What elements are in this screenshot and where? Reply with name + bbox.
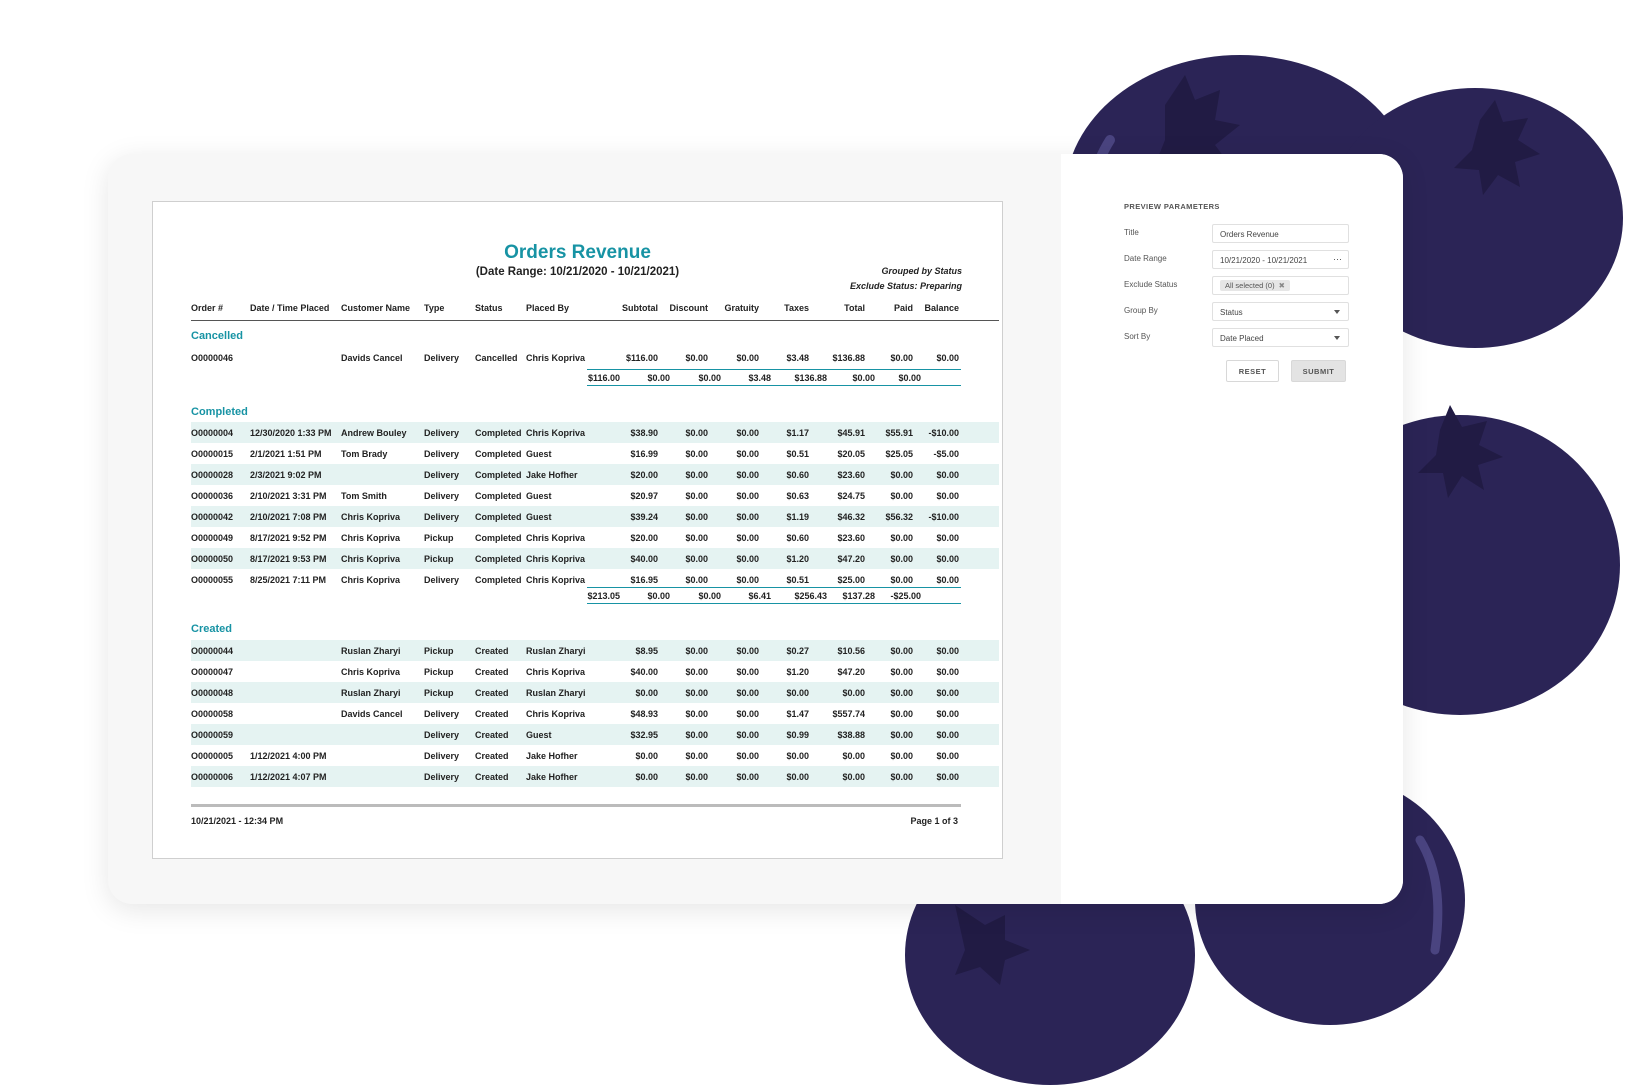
group-totals-completed: [587, 587, 961, 604]
cell-customer: Tom Brady: [341, 449, 388, 459]
cell-type: Delivery: [424, 449, 460, 459]
param-group-by-value: Status: [1220, 308, 1243, 317]
param-sort-by-select[interactable]: [1212, 328, 1349, 347]
cell-status: Created: [475, 646, 509, 656]
cell-placed-by: Chris Kopriva: [526, 554, 586, 564]
cell-gratuity: $0.00: [736, 491, 759, 501]
cell-subtotal: $20.00: [630, 470, 658, 480]
total-paid: $0.00: [852, 373, 875, 383]
cell-date: 8/17/2021 9:52 PM: [250, 533, 327, 543]
total-subtotal: $116.00: [587, 373, 620, 383]
col-header-customer: Customer Name: [341, 303, 411, 313]
cell-order: O0000048: [191, 688, 234, 698]
cell-paid: $0.00: [890, 772, 913, 782]
cell-balance: $0.00: [936, 554, 959, 564]
cell-status: Created: [475, 730, 509, 740]
cell-taxes: $0.00: [786, 772, 809, 782]
cell-date: 2/10/2021 7:08 PM: [250, 512, 327, 522]
cell-taxes: $0.60: [786, 470, 809, 480]
table-row: [191, 745, 999, 766]
cell-paid: $25.05: [885, 449, 913, 459]
cell-paid: $0.00: [890, 533, 913, 543]
cell-discount: $0.00: [685, 470, 708, 480]
cell-total: $38.88: [837, 730, 865, 740]
cell-total: $46.32: [837, 512, 865, 522]
cell-order: O0000028: [191, 470, 234, 480]
cell-status: Created: [475, 772, 509, 782]
cell-discount: $0.00: [685, 772, 708, 782]
cell-order: O0000059: [191, 730, 234, 740]
cell-order: O0000049: [191, 533, 234, 543]
cell-paid: $0.00: [890, 646, 913, 656]
table-row: [191, 724, 999, 745]
cell-status: Completed: [475, 491, 522, 501]
table-row: [191, 661, 999, 682]
cell-placed-by: Chris Kopriva: [526, 353, 586, 363]
cell-paid: $0.00: [890, 751, 913, 761]
report-footer-page: Page 1 of 3: [910, 816, 958, 826]
param-title-row: [1124, 224, 1364, 244]
cell-type: Delivery: [424, 512, 460, 522]
cell-status: Completed: [475, 470, 522, 480]
col-header-date: Date / Time Placed: [250, 303, 330, 313]
cell-balance: $0.00: [936, 646, 959, 656]
cell-taxes: $0.27: [786, 646, 809, 656]
total-total: $256.43: [794, 591, 827, 601]
cell-placed-by: Jake Hofher: [526, 751, 578, 761]
cell-order: O0000036: [191, 491, 234, 501]
cell-taxes: $0.00: [786, 751, 809, 761]
table-row: [191, 766, 999, 787]
cell-type: Delivery: [424, 772, 460, 782]
param-date-range-input[interactable]: [1212, 250, 1349, 269]
cell-subtotal: $48.93: [630, 709, 658, 719]
cell-order: O0000047: [191, 667, 234, 677]
reset-button[interactable]: RESET: [1226, 360, 1279, 382]
cell-status: Completed: [475, 533, 522, 543]
total-subtotal: $213.05: [587, 591, 620, 601]
cell-paid: $0.00: [890, 470, 913, 480]
cell-status: Completed: [475, 575, 522, 585]
cell-placed-by: Jake Hofher: [526, 772, 578, 782]
cell-subtotal: $0.00: [635, 772, 658, 782]
cell-taxes: $0.60: [786, 533, 809, 543]
cell-placed-by: Guest: [526, 491, 552, 501]
group-title-cancelled: Cancelled: [191, 330, 243, 342]
cell-date: 2/1/2021 1:51 PM: [250, 449, 322, 459]
cell-discount: $0.00: [685, 353, 708, 363]
cell-gratuity: $0.00: [736, 772, 759, 782]
cell-type: Delivery: [424, 575, 460, 585]
cell-order: O0000055: [191, 575, 234, 585]
param-title-value: Orders Revenue: [1220, 230, 1279, 239]
cell-gratuity: $0.00: [736, 470, 759, 480]
cell-gratuity: $0.00: [736, 512, 759, 522]
cell-status: Created: [475, 667, 509, 677]
report-page: [152, 201, 1003, 859]
cell-order: O0000058: [191, 709, 234, 719]
cell-total: $45.91: [837, 428, 865, 438]
cell-placed-by: Guest: [526, 449, 552, 459]
cell-balance: $0.00: [936, 667, 959, 677]
total-gratuity: $0.00: [698, 591, 721, 601]
group-title-created: Created: [191, 623, 232, 635]
total-balance: -$25.00: [890, 591, 921, 601]
cell-status: Cancelled: [475, 353, 518, 363]
cell-discount: $0.00: [685, 449, 708, 459]
cell-subtotal: $116.00: [625, 353, 658, 363]
cell-balance: $0.00: [936, 491, 959, 501]
total-discount: $0.00: [647, 591, 670, 601]
group-title-completed: Completed: [191, 406, 248, 418]
exclude-status-chip[interactable]: [1220, 280, 1290, 291]
report-footer-divider: [191, 804, 961, 807]
cell-taxes: $0.51: [786, 449, 809, 459]
cell-type: Pickup: [424, 688, 454, 698]
cell-discount: $0.00: [685, 730, 708, 740]
report-preview-card: [108, 154, 1403, 904]
cell-gratuity: $0.00: [736, 751, 759, 761]
cell-balance: $0.00: [936, 688, 959, 698]
close-icon[interactable]: ✖: [1278, 281, 1285, 290]
param-title-label: Title: [1124, 228, 1139, 237]
cell-type: Delivery: [424, 470, 460, 480]
cell-customer: Chris Kopriva: [341, 554, 401, 564]
cell-customer: Ruslan Zharyi: [341, 646, 401, 656]
param-date-range-label: Date Range: [1124, 254, 1167, 263]
cell-status: Created: [475, 709, 509, 719]
cell-type: Delivery: [424, 353, 460, 363]
table-row: [191, 682, 999, 703]
param-exclude-status-input[interactable]: [1212, 276, 1349, 295]
cell-placed-by: Chris Kopriva: [526, 533, 586, 543]
group-totals-cancelled: [587, 369, 961, 386]
cell-placed-by: Chris Kopriva: [526, 667, 586, 677]
group-rows-created: [191, 640, 999, 787]
param-date-range-value: 10/21/2020 - 10/21/2021: [1220, 256, 1308, 265]
preview-parameters-heading: PREVIEW PARAMETERS: [1124, 202, 1220, 211]
cell-taxes: $1.19: [786, 512, 809, 522]
cell-gratuity: $0.00: [736, 449, 759, 459]
exclude-status-chip-label: All selected (0): [1225, 281, 1275, 290]
chevron-down-icon: [1334, 310, 1340, 314]
cell-balance: $0.00: [936, 470, 959, 480]
cell-taxes: $0.00: [786, 688, 809, 698]
cell-discount: $0.00: [685, 688, 708, 698]
submit-button[interactable]: SUBMIT: [1291, 360, 1346, 382]
cell-discount: $0.00: [685, 533, 708, 543]
param-group-by-row: [1124, 302, 1364, 322]
cell-status: Completed: [475, 512, 522, 522]
cell-total: $136.88: [832, 353, 865, 363]
cell-total: $0.00: [842, 688, 865, 698]
cell-subtotal: $16.95: [630, 575, 658, 585]
table-row: [191, 347, 999, 368]
col-header-total: Total: [844, 303, 865, 313]
cell-type: Pickup: [424, 554, 454, 564]
cell-date: 8/17/2021 9:53 PM: [250, 554, 327, 564]
cell-type: Delivery: [424, 709, 460, 719]
table-row: [191, 506, 999, 527]
table-row: [191, 485, 999, 506]
total-balance: $0.00: [898, 373, 921, 383]
cell-balance: $0.00: [936, 751, 959, 761]
param-exclude-status-row: [1124, 276, 1364, 296]
cell-status: Completed: [475, 554, 522, 564]
col-header-discount: Discount: [669, 303, 708, 313]
cell-discount: $0.00: [685, 575, 708, 585]
cell-discount: $0.00: [685, 646, 708, 656]
cell-gratuity: $0.00: [736, 646, 759, 656]
cell-gratuity: $0.00: [736, 688, 759, 698]
cell-subtotal: $38.90: [630, 428, 658, 438]
cell-order: O0000044: [191, 646, 234, 656]
param-sort-by-value: Date Placed: [1220, 334, 1264, 343]
total-taxes: $6.41: [748, 591, 771, 601]
cell-customer: Chris Kopriva: [341, 533, 401, 543]
cell-subtotal: $0.00: [635, 751, 658, 761]
cell-total: $10.56: [837, 646, 865, 656]
cell-status: Completed: [475, 449, 522, 459]
cell-customer: Davids Cancel: [341, 709, 403, 719]
cell-type: Delivery: [424, 730, 460, 740]
cell-paid: $0.00: [890, 491, 913, 501]
cell-discount: $0.00: [685, 491, 708, 501]
cell-total: $25.00: [837, 575, 865, 585]
total-total: $136.88: [794, 373, 827, 383]
cell-balance: -$10.00: [928, 428, 959, 438]
group-rows-cancelled: [191, 347, 999, 368]
cell-total: $0.00: [842, 772, 865, 782]
cell-placed-by: Guest: [526, 730, 552, 740]
cell-paid: $0.00: [890, 709, 913, 719]
cell-balance: $0.00: [936, 575, 959, 585]
cell-placed-by: Ruslan Zharyi: [526, 646, 586, 656]
ellipsis-icon[interactable]: ⋯: [1333, 254, 1342, 264]
cell-balance: $0.00: [936, 353, 959, 363]
cell-gratuity: $0.00: [736, 533, 759, 543]
cell-taxes: $1.20: [786, 554, 809, 564]
col-header-paid: Paid: [893, 303, 913, 313]
col-header-balance: Balance: [924, 303, 959, 313]
cell-subtotal: $16.99: [630, 449, 658, 459]
preview-parameters-panel: [1061, 154, 1403, 904]
cell-placed-by: Ruslan Zharyi: [526, 688, 586, 698]
cell-balance: -$10.00: [928, 512, 959, 522]
exclude-status-note: Exclude Status: Preparing: [849, 281, 962, 291]
cell-balance: $0.00: [936, 730, 959, 740]
cell-total: $0.00: [842, 751, 865, 761]
cell-balance: -$5.00: [933, 449, 959, 459]
cell-taxes: $3.48: [786, 353, 809, 363]
cell-customer: Andrew Bouley: [341, 428, 407, 438]
cell-date: 1/12/2021 4:00 PM: [250, 751, 327, 761]
cell-type: Delivery: [424, 491, 460, 501]
cell-gratuity: $0.00: [736, 575, 759, 585]
cell-order: O0000004: [191, 428, 234, 438]
cell-date: 2/3/2021 9:02 PM: [250, 470, 322, 480]
cell-subtotal: $0.00: [635, 688, 658, 698]
cell-placed-by: Jake Hofher: [526, 470, 578, 480]
col-header-type: Type: [424, 303, 445, 313]
cell-subtotal: $20.00: [630, 533, 658, 543]
cell-customer: Chris Kopriva: [341, 575, 401, 585]
col-header-taxes: Taxes: [784, 303, 809, 313]
cell-balance: $0.00: [936, 772, 959, 782]
cell-total: $47.20: [837, 554, 865, 564]
table-row: [191, 527, 999, 548]
cell-total: $557.74: [832, 709, 865, 719]
cell-discount: $0.00: [685, 751, 708, 761]
cell-taxes: $1.47: [786, 709, 809, 719]
table-row: [191, 464, 999, 485]
total-taxes: $3.48: [748, 373, 771, 383]
cell-date: 1/12/2021 4:07 PM: [250, 772, 327, 782]
cell-paid: $0.00: [890, 730, 913, 740]
total-gratuity: $0.00: [698, 373, 721, 383]
cell-placed-by: Chris Kopriva: [526, 575, 586, 585]
cell-status: Created: [475, 751, 509, 761]
param-sort-by-label: Sort By: [1124, 332, 1151, 341]
cell-subtotal: $8.95: [635, 646, 658, 656]
cell-customer: Davids Cancel: [341, 353, 403, 363]
group-rows-completed: [191, 422, 999, 590]
grouped-by-note: Grouped by Status: [881, 266, 962, 276]
cell-taxes: $0.63: [786, 491, 809, 501]
cell-type: Delivery: [424, 751, 460, 761]
report-column-headers: [191, 303, 999, 321]
cell-paid: $0.00: [890, 575, 913, 585]
report-title: Orders Revenue: [504, 242, 651, 263]
cell-balance: $0.00: [936, 709, 959, 719]
cell-date: 12/30/2020 1:33 PM: [250, 428, 332, 438]
chevron-down-icon: [1334, 336, 1340, 340]
cell-gratuity: $0.00: [736, 709, 759, 719]
report-date-range: (Date Range: 10/21/2020 - 10/21/2021): [475, 266, 680, 278]
cell-paid: $0.00: [890, 688, 913, 698]
param-sort-by-row: [1124, 328, 1364, 348]
cell-date: 8/25/2021 7:11 PM: [250, 575, 327, 585]
cell-subtotal: $40.00: [630, 554, 658, 564]
cell-type: Pickup: [424, 533, 454, 543]
cell-order: O0000005: [191, 751, 234, 761]
cell-status: Created: [475, 688, 509, 698]
cell-total: $47.20: [837, 667, 865, 677]
col-header-status: Status: [475, 303, 503, 313]
cell-total: $23.60: [837, 533, 865, 543]
cell-order: O0000050: [191, 554, 234, 564]
col-header-gratuity: Gratuity: [724, 303, 759, 313]
table-row: [191, 443, 999, 464]
cell-subtotal: $39.24: [630, 512, 658, 522]
cell-paid: $0.00: [890, 554, 913, 564]
cell-taxes: $1.17: [786, 428, 809, 438]
cell-order: O0000006: [191, 772, 234, 782]
cell-taxes: $1.20: [786, 667, 809, 677]
cell-type: Pickup: [424, 667, 454, 677]
cell-subtotal: $20.97: [630, 491, 658, 501]
param-exclude-status-label: Exclude Status: [1124, 280, 1178, 289]
param-group-by-select[interactable]: [1212, 302, 1349, 321]
cell-balance: $0.00: [936, 533, 959, 543]
cell-gratuity: $0.00: [736, 667, 759, 677]
cell-gratuity: $0.00: [736, 730, 759, 740]
cell-total: $24.75: [837, 491, 865, 501]
cell-total: $23.60: [837, 470, 865, 480]
cell-discount: $0.00: [685, 667, 708, 677]
report-footer-date: 10/21/2021 - 12:34 PM: [191, 816, 284, 826]
cell-type: Delivery: [424, 428, 460, 438]
cell-order: O0000046: [191, 353, 234, 363]
cell-gratuity: $0.00: [736, 554, 759, 564]
cell-subtotal: $32.95: [630, 730, 658, 740]
cell-customer: Tom Smith: [341, 491, 387, 501]
cell-date: 2/10/2021 3:31 PM: [250, 491, 327, 501]
cell-placed-by: Guest: [526, 512, 552, 522]
col-header-subtotal: Subtotal: [622, 303, 658, 313]
cell-paid: $55.91: [885, 428, 913, 438]
cell-gratuity: $0.00: [736, 428, 759, 438]
table-row: [191, 703, 999, 724]
cell-placed-by: Chris Kopriva: [526, 428, 586, 438]
col-header-order: Order #: [191, 303, 224, 313]
cell-discount: $0.00: [685, 709, 708, 719]
cell-order: O0000015: [191, 449, 234, 459]
total-paid: $137.28: [842, 591, 875, 601]
cell-customer: Ruslan Zharyi: [341, 688, 401, 698]
cell-type: Pickup: [424, 646, 454, 656]
col-header-placed-by: Placed By: [526, 303, 570, 313]
table-row: [191, 422, 999, 443]
cell-order: O0000042: [191, 512, 234, 522]
cell-discount: $0.00: [685, 554, 708, 564]
table-row: [191, 548, 999, 569]
cell-gratuity: $0.00: [736, 353, 759, 363]
param-group-by-label: Group By: [1124, 306, 1158, 315]
total-discount: $0.00: [647, 373, 670, 383]
cell-customer: Chris Kopriva: [341, 512, 401, 522]
cell-taxes: $0.51: [786, 575, 809, 585]
param-title-input[interactable]: [1212, 224, 1349, 243]
cell-taxes: $0.99: [786, 730, 809, 740]
cell-paid: $0.00: [890, 667, 913, 677]
cell-customer: Chris Kopriva: [341, 667, 401, 677]
cell-status: Completed: [475, 428, 522, 438]
cell-placed-by: Chris Kopriva: [526, 709, 586, 719]
cell-discount: $0.00: [685, 512, 708, 522]
cell-paid: $56.32: [885, 512, 913, 522]
table-row: [191, 640, 999, 661]
cell-total: $20.05: [837, 449, 865, 459]
cell-discount: $0.00: [685, 428, 708, 438]
cell-subtotal: $40.00: [630, 667, 658, 677]
param-date-range-row: [1124, 250, 1364, 270]
cell-paid: $0.00: [890, 353, 913, 363]
